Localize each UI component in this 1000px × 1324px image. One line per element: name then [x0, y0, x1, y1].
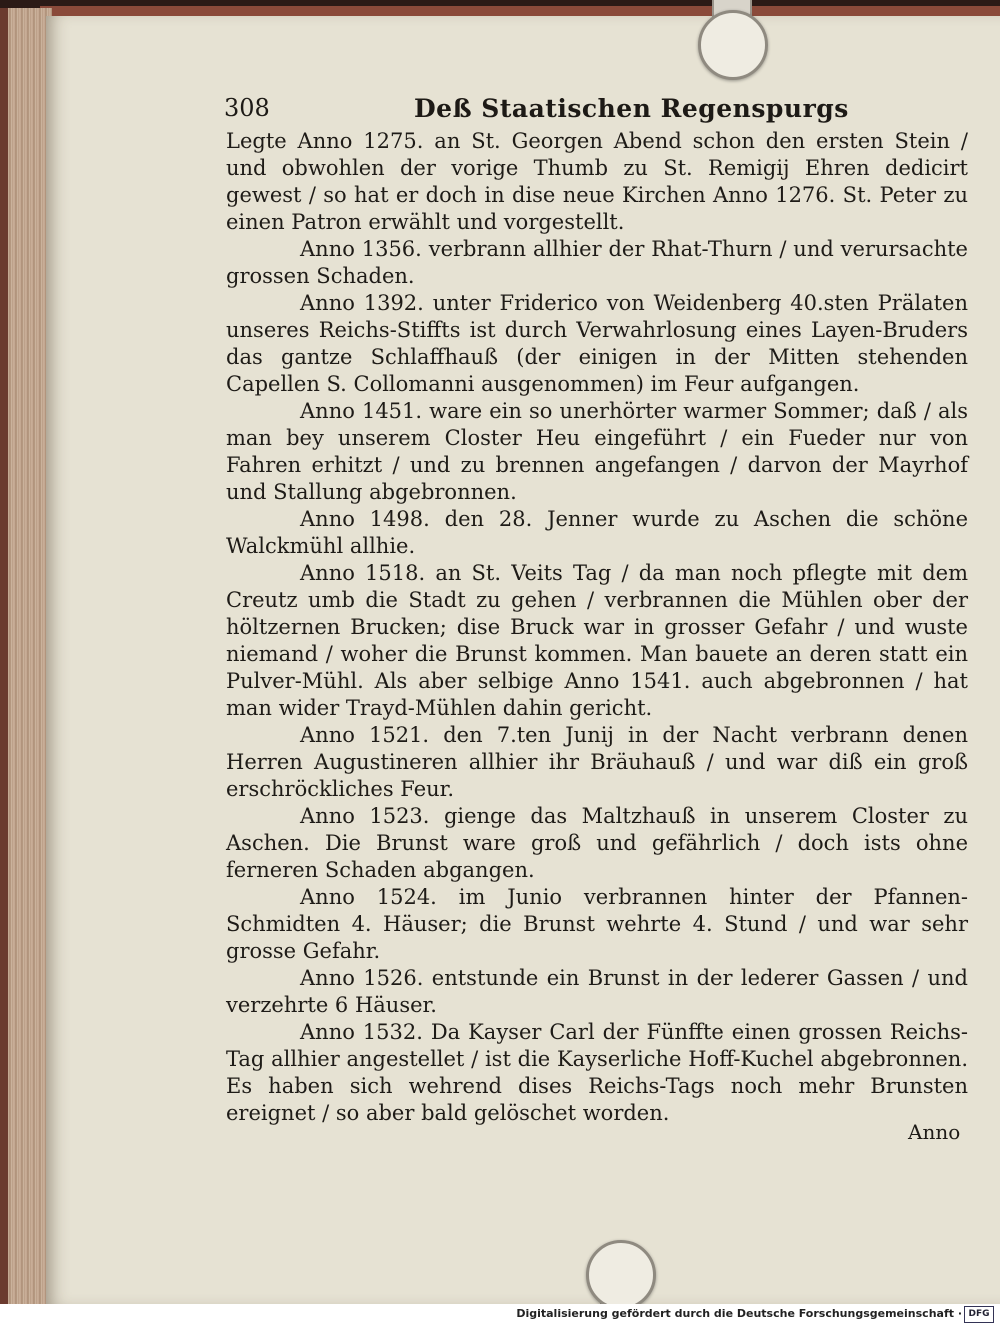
paragraph: Legte Anno 1275. an St. Georgen Abend schon den ersten Stein / und obwohlen der vorige Thumb zu St. Remigij Ehren dedicirt gewest / so hat er doch in dise neue Kirchen Anno 1276. St. Peter zu einen Patron erwählt und vorgestellt.: [226, 129, 968, 234]
book-spine-edge: [0, 8, 8, 1304]
dfg-logo: DFG: [964, 1306, 994, 1323]
paragraph: Anno 1356. verbrann allhier der Rhat-Thurn / und verursachte grossen Schaden.: [226, 237, 968, 288]
page-clip-top: [698, 10, 768, 80]
page-number: 308: [224, 94, 270, 122]
funding-credit: Digitalisierung gefördert durch die Deutsche Forschungsgemeinschaft ·: [516, 1307, 962, 1320]
page-header: [224, 94, 968, 128]
paragraph: Anno 1392. unter Friderico von Weidenberg 40.sten Prälaten unseres Reichs-Stiffts ist durch Verwahrlosung eines Layen-Bruders das gantze Schlaffhauß (der einigen in der Mitten stehenden Capellen S. Collomanni ausgenommen) im Feur aufgangen.: [226, 291, 968, 396]
paragraph: Anno 1518. an St. Veits Tag / da man noch pflegte mit dem Creutz umb die Stadt zu gehen / verbrannen die Mühlen ober der höltzernen Brucken; dise Bruck war in grosser Gefahr / und wuste niemand / woher die Brunst kommen. Man bauete an deren statt ein Pulver-Mühl. Als aber selbige Anno 1541. auch abgebronnen / hat man wider Trayd-Mühlen dahin gericht.: [226, 561, 968, 720]
paragraph: Anno 1532. Da Kayser Carl der Fünffte einen grossen Reichs-Tag allhier angestellet / ist die Kayserliche Hoff-Kuchel abgebronnen. Es haben sich wehrend dises Reichs-Tags noch mehr Brunsten ereignet / so aber bald gelöschet worden.: [226, 1020, 968, 1125]
running-title: Deß Staatischen Regenspurgs: [414, 94, 849, 123]
paragraph: Anno 1521. den 7.ten Junij in der Nacht verbrann denen Herren Augustineren allhier ihr Bräuhauß / und war diß ein groß erschröckliches Feur.: [226, 723, 968, 801]
paragraph: Anno 1524. im Junio verbrannen hinter der Pfannen-Schmidten 4. Häuser; die Brunst wehrte 4. Stund / und war sehr grosse Gefahr.: [226, 885, 968, 963]
page-clip-bottom: [586, 1240, 656, 1304]
paragraph: Anno 1526. entstunde ein Brunst in der lederer Gassen / und verzehrte 6 Häuser.: [226, 966, 968, 1017]
catchword: Anno: [908, 1120, 961, 1144]
paragraph: Anno 1523. gienge das Maltzhauß in unserem Closter zu Aschen. Die Brunst ware groß und gefährlich / doch ists ohne ferneren Schaden abgangen.: [226, 804, 968, 882]
body-text: [226, 128, 968, 1127]
paragraph: Anno 1451. ware ein so unerhörter warmer Sommer; daß / als man bey unserem Closter Heu eingeführt / ein Fueder nur von Fahren erhitzt / und zu brennen angefangen / darvon der Mayrhof und Stallung abgebronnen.: [226, 399, 968, 504]
digitization-footer: [0, 1304, 1000, 1324]
paragraph: Anno 1498. den 28. Jenner wurde zu Aschen die schöne Walckmühl allhie.: [226, 507, 968, 558]
